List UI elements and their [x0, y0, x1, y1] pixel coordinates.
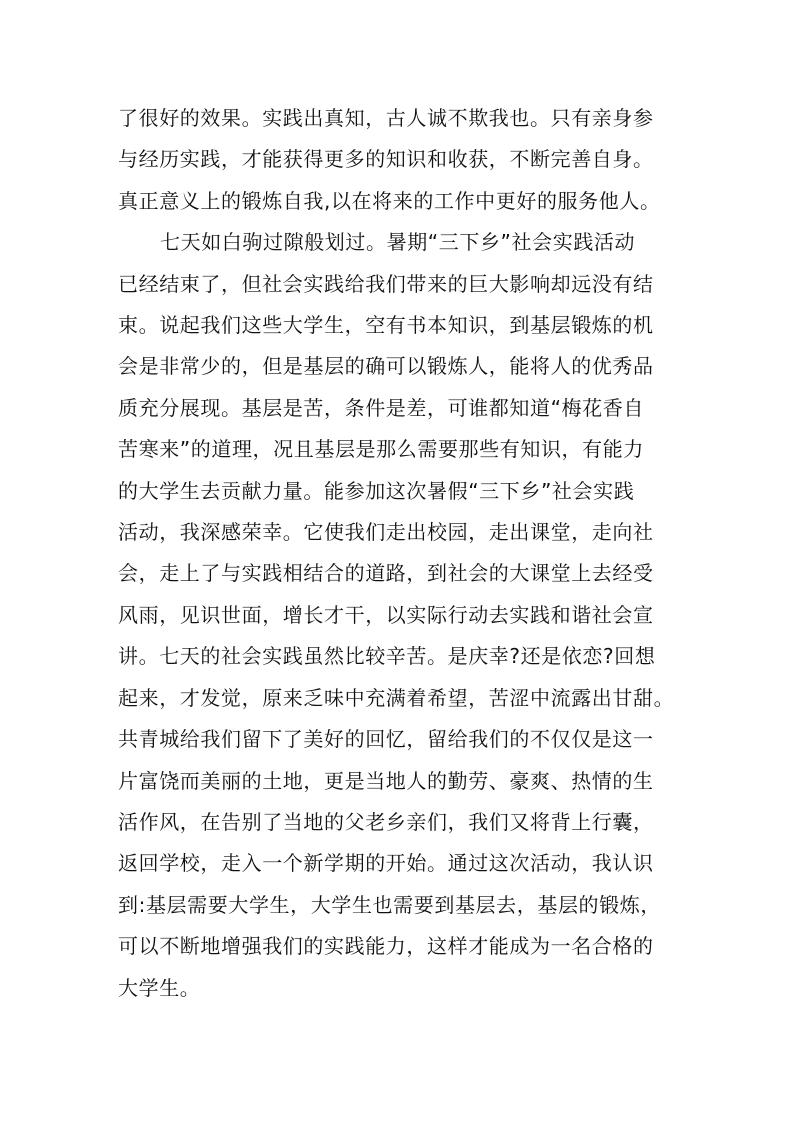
- text-line-20: 到:基层需要大学生，大学生也需要到基层去，基层的锻炼，: [118, 893, 661, 917]
- paragraph-start-line: 七天如白驹过隙般划过。暑期“三下乡”社会实践活动: [160, 230, 636, 254]
- text-line-1: 了很好的效果。实践出真知，古人诚不欺我也。只有亲身参: [118, 106, 654, 130]
- text-line-3: 真正意义上的锻炼自我,以在将来的工作中更好的服务他人。: [118, 189, 661, 213]
- text-line-22: 大学生。: [118, 976, 201, 1000]
- text-line-2: 与经历实践，才能获得更多的知识和收获，不断完善自身。: [118, 147, 654, 171]
- text-line-8: 质充分展现。基层是苦，条件是差，可谁都知道“梅花香自: [118, 396, 644, 420]
- text-line-7: 会是非常少的，但是基层的确可以锻炼人，能将人的优秀品: [118, 354, 654, 378]
- text-line-5: 已经结束了，但社会实践给我们带来的巨大影响却远没有结: [118, 272, 654, 296]
- text-line-18: 活作风，在告别了当地的父老乡亲们，我们又将背上行囊，: [118, 810, 654, 834]
- text-line-13: 风雨，见识世面，增长才干，以实际行动去实践和谐社会宣: [118, 603, 654, 627]
- text-line-11: 活动，我深感荣幸。它使我们走出校园，走出课堂，走向社: [118, 520, 654, 544]
- text-line-9: 苦寒来”的道理，况且基层是那么需要那些有知识，有能力: [118, 437, 644, 461]
- text-line-17: 片富饶而美丽的土地，更是当地人的勤劳、豪爽、热情的生: [118, 769, 654, 793]
- text-line-6: 束。说起我们这些大学生，空有书本知识，到基层锻炼的机: [118, 313, 654, 337]
- text-line-12: 会，走上了与实践相结合的道路，到社会的大课堂上去经受: [118, 561, 654, 585]
- text-line-15: 起来，才发觉，原来乏味中充满着希望，苦涩中流露出甘甜。: [118, 686, 675, 710]
- text-line-14: 讲。七天的社会实践虽然比较辛苦。是庆幸?还是依恋?回想: [118, 644, 656, 668]
- text-line-19: 返回学校，走入一个新学期的开始。通过这次活动，我认识: [118, 851, 654, 875]
- text-line-10: 的大学生去贡献力量。能参加这次暑假“三下乡”社会实践: [118, 479, 635, 503]
- text-line-21: 可以不断地增强我们的实践能力，这样才能成为一名合格的: [118, 934, 654, 958]
- text-line-16: 共青城给我们留下了美好的回忆，留给我们的不仅仅是这一: [118, 727, 654, 751]
